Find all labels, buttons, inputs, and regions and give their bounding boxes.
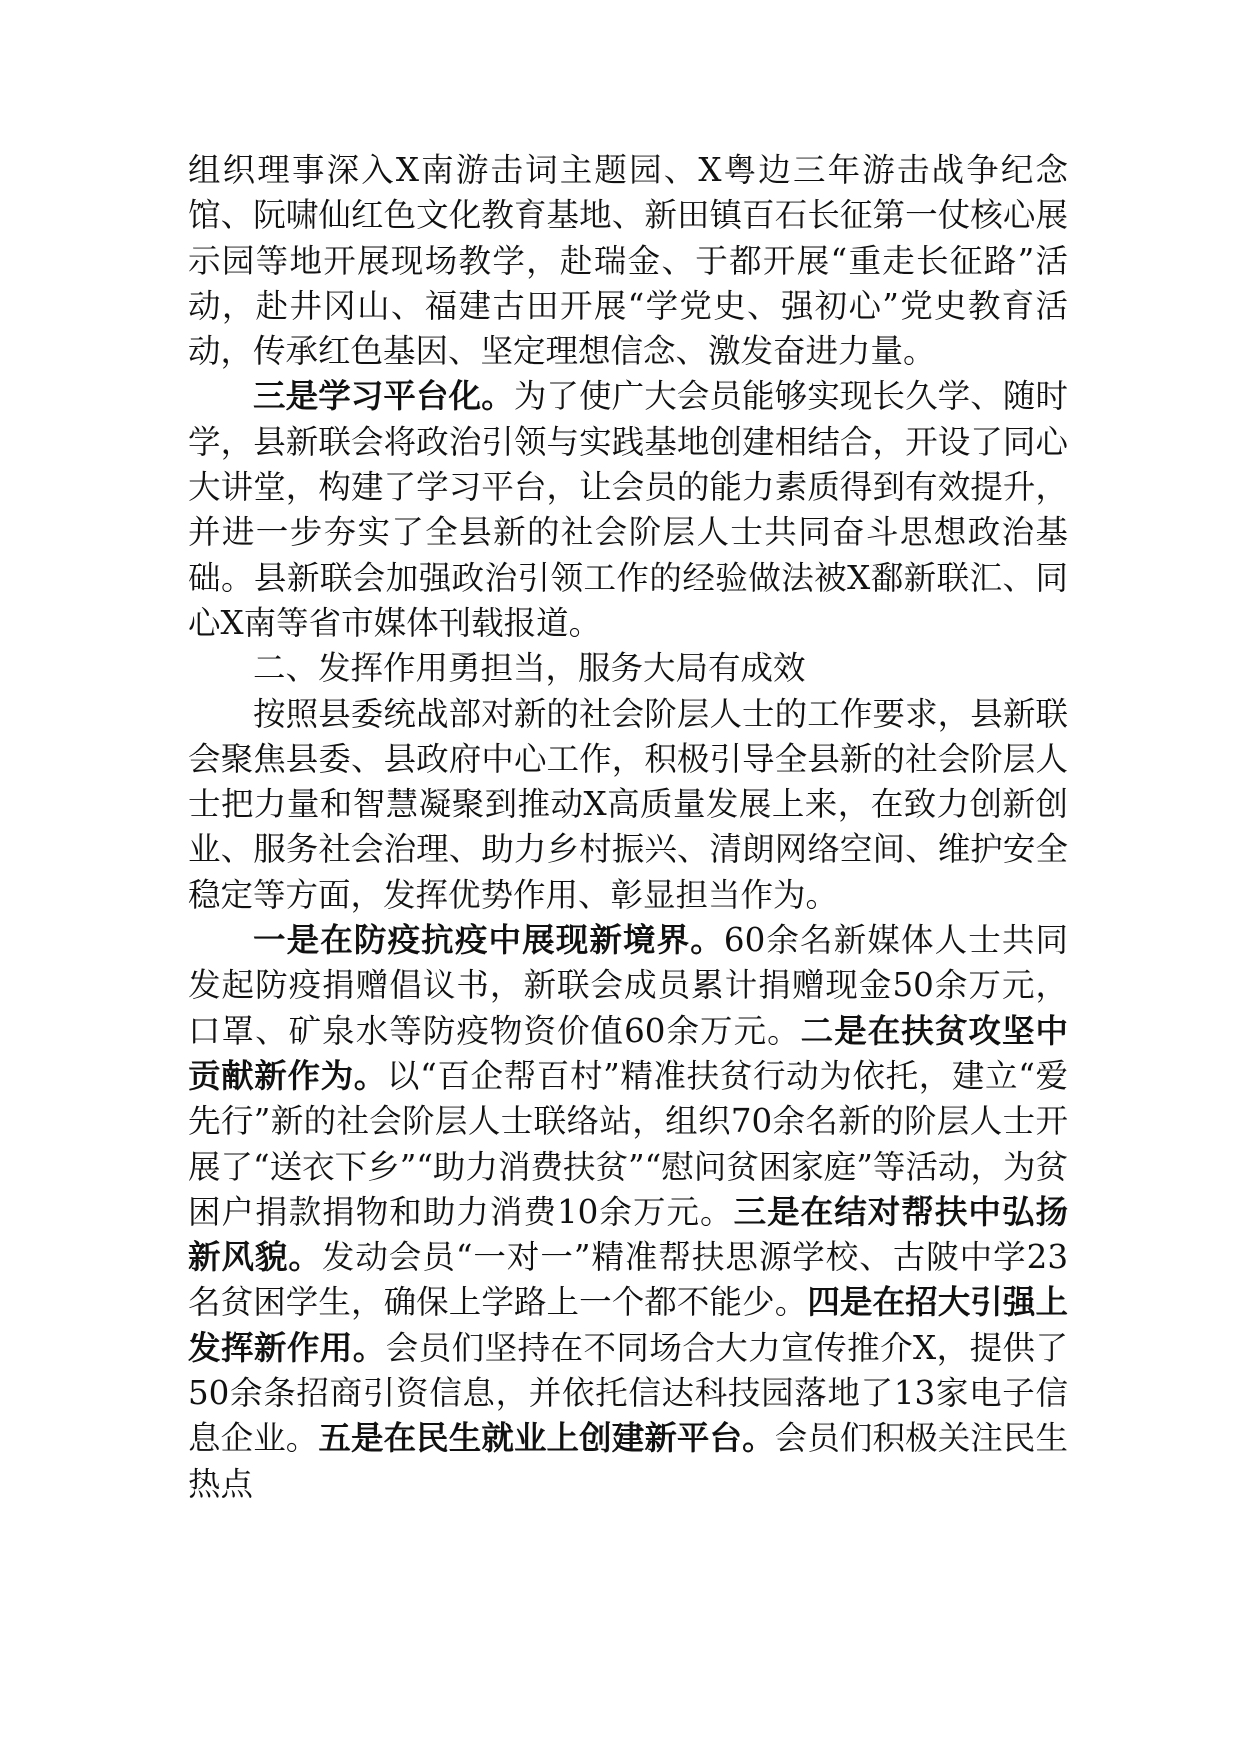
paragraph-text: 会员们坚持在不同场合大力宣传推介X，提供了50余条招商引资信息，并依托信达科技园落地了13家电子信息企业。 (188, 1328, 1068, 1458)
paragraph-lead: 一是在防疫抗疫中展现新境界。 (253, 921, 724, 960)
paragraph-learning-platform (188, 374, 1068, 646)
paragraph-text: 为了使广大会员能够实现长久学、随时学，县新联会将政治引领与实践基地创建相结合，开设了同心大讲堂，构建了学习平台，让会员的能力素质得到有效提升，并进一步夯实了全县新的社会阶层人士共同奋斗思想政治基础。县新联会加强政治引领工作的经验做法被X鄱新联汇、同心X南等省市媒体刊载报道。 (188, 377, 1068, 642)
paragraph-text: 按照县委统战部对新的社会阶层人士的工作要求，县新联会聚焦县委、县政府中心工作，积极引导全县新的社会阶层人士把力量和智慧凝聚到推动X高质量发展上来，在致力创新创业、服务社会治理、助力乡村振兴、清朗网络空间、维护安全稳定等方面，发挥优势作用、彰显担当作为。 (188, 694, 1068, 914)
section-heading-text: 二、发挥作用勇担当，服务大局有成效 (253, 649, 806, 688)
document-body (188, 148, 1068, 1507)
paragraph-red-education (188, 148, 1068, 374)
paragraph-text: 以“百企帮百村”精准扶贫行动为依托，建立“爱先行”新的社会阶层人士联络站，组织70余名新的阶层人士开展了“送衣下乡”“助力消费扶贫”“慰问贫困家庭”等活动，为贫困户捐款捐物和助力消费10余万元。 (188, 1056, 1068, 1231)
paragraph-text: 组织理事深入X南游击词主题园、X粤边三年游击战争纪念馆、阮啸仙红色文化教育基地、新田镇百石长征第一仗核心展示园等地开展现场教学，赴瑞金、于都开展“重走长征路”活动，赴井冈山、福建古田开展“学党史、强初心”党史教育活动，传承红色基因、坚定理想信念、激发奋进力量。 (188, 151, 1068, 371)
paragraph-achievements (188, 918, 1068, 1507)
paragraph-text: 会员们积极关注民生热点 (188, 1419, 1068, 1503)
section-heading (188, 646, 1068, 691)
paragraph-lead: 二是在扶贫攻坚中贡献新作为。 (188, 1011, 1068, 1095)
paragraph-lead: 三是在结对帮扶中弘扬新风貌。 (188, 1192, 1068, 1277)
paragraph-lead: 四是在招大引强上发挥新作用。 (188, 1283, 1068, 1367)
paragraph-text: 60余名新媒体人士共同发起防疫捐赠倡议书，新联会成员累计捐赠现金50余万元，口罩、矿泉水等防疫物资价值60余万元。 (188, 921, 1068, 1050)
paragraph-lead: 五是在民生就业上创建新平台。 (318, 1419, 775, 1458)
paragraph-lead: 三是学习平台化。 (253, 377, 514, 416)
paragraph-text: 发动会员“一对一”精准帮扶思源学校、古陂中学23名贫困学生，确保上学路上一个都不能少。 (188, 1238, 1068, 1322)
paragraph-work-requirements (188, 692, 1068, 918)
